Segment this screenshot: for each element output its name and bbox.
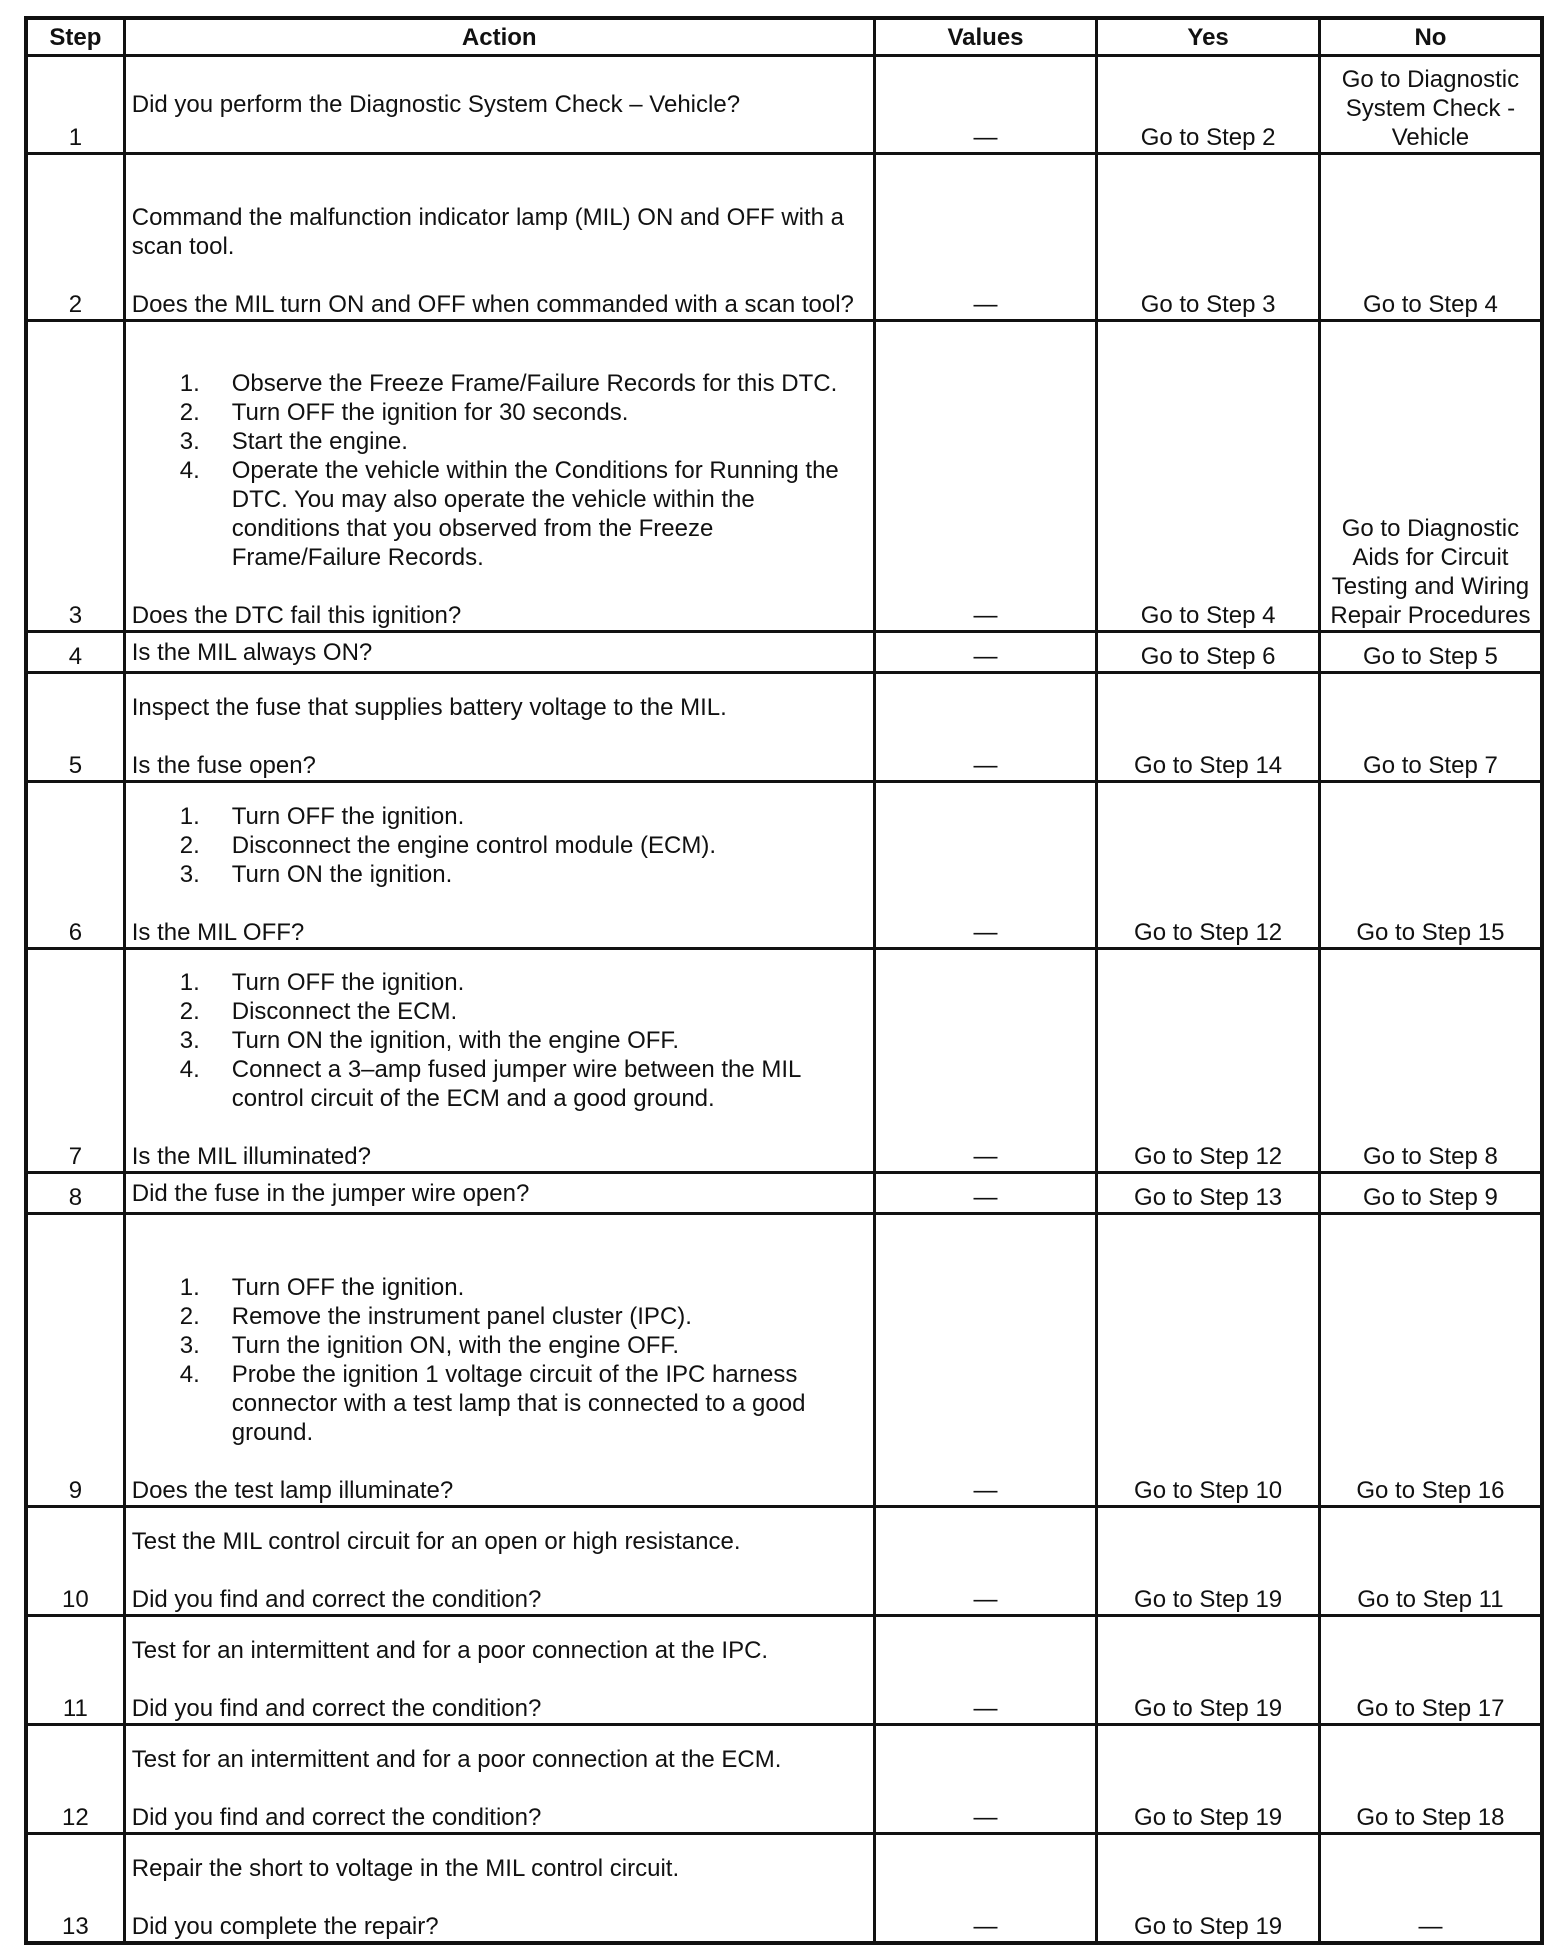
no-cell: Go to Step 9 [1319,1173,1542,1214]
substep-item [179,369,867,398]
action-question: Did the fuse in the jumper wire open? [131,1179,530,1207]
action-cell [124,154,874,321]
substep-item [179,1055,867,1113]
values-cell: — [874,154,1097,321]
spacer [132,1556,867,1585]
substep-list [132,1273,867,1447]
action-question: Did you find and correct the condition? [131,1804,542,1831]
no-cell: Go to Step 18 [1319,1725,1542,1834]
substep-number: 2. [179,832,200,859]
diagnostic-table [24,16,1544,1945]
values-cell: — [874,321,1097,632]
values-cell: — [874,1834,1097,1943]
action-cell [124,1616,874,1725]
no-cell: Go to Step 11 [1319,1507,1542,1616]
action-question: Is the MIL OFF? [131,919,305,946]
substep-text: Observe the Freeze Frame/Failure Records for this DTC. [231,370,838,397]
no-cell: Go to Diagnostic System Check - Vehicle [1319,56,1542,154]
table-row [26,56,1542,154]
action-instruction: Test the MIL control circuit for an open or high resistance. [131,1528,741,1555]
values-cell: — [874,1173,1097,1214]
action-cell [124,1507,874,1616]
substep-number: 1. [179,370,200,397]
substep-item [179,456,867,572]
action-question: Is the MIL illuminated? [131,1143,371,1170]
step-number: 3 [26,321,124,632]
action-question: Did you complete the repair? [131,1912,439,1940]
action-question: Did you find and correct the condition? [131,1695,542,1722]
spacer [132,572,867,601]
substep-number: 1. [179,969,200,996]
no-cell: Go to Step 17 [1319,1616,1542,1725]
spacer [132,1883,867,1912]
step-number: 6 [26,782,124,949]
action-question: Did you perform the Diagnostic System Check – Vehicle? [131,91,741,118]
substep-item [179,1360,867,1447]
substep-number: 2. [179,998,200,1025]
no-cell: — [1319,1834,1542,1943]
table-row [26,1834,1542,1943]
substep-number: 3. [179,1027,200,1054]
substep-number: 3. [179,1332,200,1359]
action-instruction: Test for an intermittent and for a poor connection at the IPC. [131,1637,769,1664]
yes-cell: Go to Step 12 [1097,782,1320,949]
action-instruction: Test for an intermittent and for a poor connection at the ECM. [131,1746,782,1773]
header-action: Action [124,18,874,56]
header-no: No [1319,18,1542,56]
action-instruction: Repair the short to voltage in the MIL control circuit. [131,1854,680,1882]
substep-number: 4. [179,457,200,484]
values-cell: — [874,56,1097,154]
substep-text: Turn OFF the ignition. [231,803,465,830]
header-yes: Yes [1097,18,1320,56]
substep-item [179,831,867,860]
substep-number: 1. [179,1274,200,1301]
substep-text: Disconnect the engine control module (ECM). [231,832,716,859]
values-cell: — [874,1214,1097,1507]
table-row [26,949,1542,1173]
values-cell: — [874,949,1097,1173]
action-cell [124,673,874,782]
no-cell: Go to Diagnostic Aids for Circuit Testing and Wiring Repair Procedures [1319,321,1542,632]
substep-number: 3. [179,428,200,455]
spacer [132,1774,867,1803]
substep-text: Probe the ignition 1 voltage circuit of the IPC harness connector with a test lamp that is connected to a good ground. [231,1361,806,1446]
step-number: 1 [26,56,124,154]
yes-cell: Go to Step 2 [1097,56,1320,154]
yes-cell: Go to Step 19 [1097,1616,1320,1725]
step-number: 5 [26,673,124,782]
table-row [26,673,1542,782]
header-values: Values [874,18,1097,56]
substep-item [179,1273,867,1302]
values-cell: — [874,1616,1097,1725]
no-cell: Go to Step 7 [1319,673,1542,782]
values-cell: — [874,1507,1097,1616]
step-number: 4 [26,632,124,673]
substep-text: Turn OFF the ignition. [231,1274,465,1301]
yes-cell: Go to Step 12 [1097,949,1320,1173]
substep-number: 4. [179,1056,200,1083]
yes-cell: Go to Step 6 [1097,632,1320,673]
action-question: Does the test lamp illuminate? [131,1477,454,1504]
substep-item [179,802,867,831]
substep-number: 3. [179,861,200,888]
action-question: Does the MIL turn ON and OFF when commanded with a scan tool? [131,291,854,318]
step-number: 13 [26,1834,124,1943]
step-number: 9 [26,1214,124,1507]
action-question: Did you find and correct the condition? [131,1586,542,1613]
substep-text: Connect a 3–amp fused jumper wire between the MIL control circuit of the ECM and a good ground. [231,1056,801,1112]
action-cell [124,949,874,1173]
action-question: Is the fuse open? [131,752,316,779]
action-cell [124,56,874,154]
yes-cell: Go to Step 14 [1097,673,1320,782]
substep-list [132,968,867,1113]
substep-number: 1. [179,803,200,830]
substep-text: Start the engine. [231,428,408,455]
substep-text: Turn ON the ignition. [231,861,453,888]
spacer [132,722,867,751]
values-cell: — [874,1725,1097,1834]
table-row [26,1214,1542,1507]
substep-list [132,369,867,572]
substep-number: 4. [179,1361,200,1388]
spacer [132,1665,867,1694]
action-cell [124,1214,874,1507]
substep-item [179,427,867,456]
action-cell [124,1834,874,1943]
step-number: 7 [26,949,124,1173]
yes-cell: Go to Step 19 [1097,1725,1320,1834]
spacer [132,1113,867,1142]
substep-item [179,1302,867,1331]
step-number: 2 [26,154,124,321]
table-row [26,154,1542,321]
no-cell: Go to Step 4 [1319,154,1542,321]
substep-item [179,1026,867,1055]
action-cell [124,1725,874,1834]
action-cell [124,632,874,673]
step-number: 8 [26,1173,124,1214]
yes-cell: Go to Step 19 [1097,1834,1320,1943]
yes-cell: Go to Step 13 [1097,1173,1320,1214]
no-cell: Go to Step 15 [1319,782,1542,949]
substep-list [132,802,867,889]
substep-item [179,398,867,427]
header-row [26,18,1542,56]
yes-cell: Go to Step 3 [1097,154,1320,321]
table-row [26,1616,1542,1725]
no-cell: Go to Step 5 [1319,632,1542,673]
table-row [26,1173,1542,1214]
substep-text: Operate the vehicle within the Conditions for Running the DTC. You may also operate the vehicle within the conditions that you observed from the Freeze Frame/Failure Records. [231,457,839,571]
substep-number: 2. [179,1303,200,1330]
substep-item [179,860,867,889]
yes-cell: Go to Step 10 [1097,1214,1320,1507]
action-question: Is the MIL always ON? [131,638,373,666]
substep-text: Turn OFF the ignition for 30 seconds. [231,399,629,426]
no-cell: Go to Step 16 [1319,1214,1542,1507]
action-cell [124,321,874,632]
no-cell: Go to Step 8 [1319,949,1542,1173]
spacer [132,261,867,290]
step-number: 11 [26,1616,124,1725]
substep-item [179,997,867,1026]
substep-item [179,1331,867,1360]
step-number: 12 [26,1725,124,1834]
action-question: Does the DTC fail this ignition? [131,602,462,629]
action-cell [124,1173,874,1214]
yes-cell: Go to Step 4 [1097,321,1320,632]
substep-text: Disconnect the ECM. [231,998,458,1025]
spacer [132,889,867,918]
yes-cell: Go to Step 19 [1097,1507,1320,1616]
table-row [26,1725,1542,1834]
values-cell: — [874,632,1097,673]
action-instruction: Command the malfunction indicator lamp (MIL) ON and OFF with a scan tool. [131,204,845,260]
action-instruction: Inspect the fuse that supplies battery voltage to the MIL. [131,694,727,721]
step-number: 10 [26,1507,124,1616]
table-row [26,782,1542,949]
values-cell: — [874,673,1097,782]
table-row [26,321,1542,632]
table-row [26,1507,1542,1616]
substep-text: Turn OFF the ignition. [231,969,465,996]
substep-item [179,968,867,997]
substep-text: Turn the ignition ON, with the engine OFF. [231,1332,680,1359]
substep-text: Turn ON the ignition, with the engine OFF. [231,1027,680,1054]
substep-number: 2. [179,399,200,426]
action-cell [124,782,874,949]
values-cell: — [874,782,1097,949]
spacer [132,1447,867,1476]
table-row [26,632,1542,673]
header-step: Step [26,18,124,56]
substep-text: Remove the instrument panel cluster (IPC). [231,1303,692,1330]
